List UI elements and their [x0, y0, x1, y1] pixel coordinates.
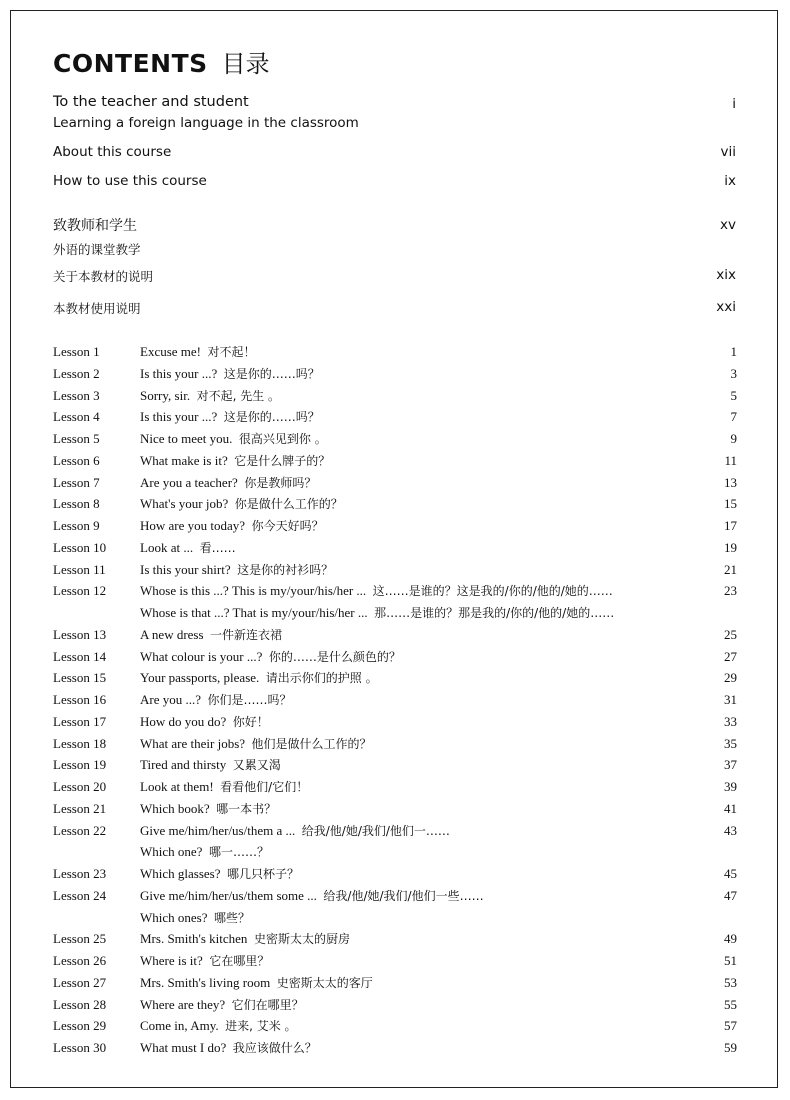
lesson-number: Lesson 2: [53, 365, 100, 381]
lesson-page: 43: [724, 822, 737, 838]
lesson-title: [140, 428, 327, 451]
lesson-title-english: Look at ...: [140, 539, 194, 555]
lesson-title-chinese: 哪一本书？: [216, 801, 277, 816]
lesson-row[interactable]: [53, 972, 737, 994]
lesson-title-chinese: 请出示你们的护照 。: [265, 671, 378, 686]
lesson-title-chinese: 哪一……？: [208, 845, 269, 860]
toc-entry-label: 致教师和学生: [53, 218, 137, 234]
lesson-row[interactable]: [53, 341, 737, 363]
lesson-row[interactable]: [53, 863, 737, 885]
lesson-title: [140, 580, 613, 603]
toc-entry-teacher-student[interactable]: [53, 94, 736, 131]
toc-entry-label: To the teacher and student: [53, 94, 249, 110]
lesson-title-chinese: 它们在哪里？: [231, 997, 304, 1012]
lesson-title-english: What colour is your ...?: [140, 648, 263, 664]
lesson-page: 27: [724, 648, 737, 664]
lesson-row[interactable]: [53, 428, 737, 450]
lesson-title-english: Come in, Amy.: [140, 1018, 219, 1034]
lesson-title-chinese: 看看他们/它们！: [220, 780, 309, 794]
lesson-number: Lesson 3: [53, 387, 100, 403]
lesson-row[interactable]: [53, 994, 737, 1016]
lesson-title: [140, 646, 401, 669]
lesson-number: Lesson 4: [53, 409, 100, 425]
toc-entry-page: xix: [716, 267, 736, 283]
lesson-title-english: Look at them!: [140, 779, 214, 794]
lesson-title-english: How do you do?: [140, 713, 227, 729]
lesson-title: [140, 493, 343, 516]
lesson-title-english: Which one?: [140, 844, 203, 860]
lesson-row[interactable]: [53, 559, 737, 581]
toc-entry-page: ix: [724, 173, 736, 189]
lesson-row[interactable]: [53, 450, 737, 472]
lesson-number: Lesson 23: [53, 866, 107, 881]
lesson-title-english: Sorry, sir.: [140, 387, 191, 403]
lesson-row[interactable]: [53, 667, 737, 689]
toc-entry-page: i: [732, 96, 736, 112]
lesson-title-chinese: 史密斯太太的客厅: [276, 975, 373, 990]
lesson-title: [140, 602, 614, 625]
lesson-page: 3: [730, 365, 737, 381]
lesson-title: [140, 450, 330, 473]
lesson-title-english: What are their jobs?: [140, 735, 246, 751]
lesson-title-chinese: 那……是谁的？那是我的/你的/他的/她的……: [374, 606, 615, 620]
lesson-title: [140, 1037, 317, 1060]
lesson-title-english: What's your job?: [140, 496, 229, 512]
lesson-title-english: Are you ...?: [140, 692, 202, 707]
lesson-title-english: Which book?: [140, 800, 210, 816]
lesson-page: 15: [724, 496, 737, 512]
lesson-page: 17: [724, 518, 737, 533]
lesson-page: 11: [724, 452, 737, 468]
toc-entry-zh-teacher-student[interactable]: [53, 215, 736, 258]
lesson-title: [140, 754, 281, 777]
lesson-title: [140, 363, 320, 386]
lesson-number: Lesson 13: [53, 626, 107, 642]
lesson-number: Lesson 22: [53, 822, 107, 838]
lesson-page: 35: [724, 735, 737, 751]
lesson-title-english: Nice to meet you.: [140, 431, 233, 446]
lesson-row[interactable]: [53, 928, 737, 950]
lesson-title: [140, 472, 316, 495]
lesson-title-chinese: 哪些？: [214, 910, 251, 925]
toc-entry-label: 本教材使用说明: [53, 301, 141, 316]
lesson-title: [140, 537, 236, 560]
lesson-row[interactable]: [53, 1037, 737, 1059]
toc-entry-label: 关于本教材的说明: [53, 269, 154, 284]
lesson-title-chinese: 你好！: [232, 714, 269, 729]
toc-entry-page: vii: [720, 144, 736, 160]
lesson-title: [140, 689, 292, 712]
page-title: [53, 44, 270, 84]
lesson-title-english: Excuse me!: [140, 344, 202, 359]
lesson-title-english: Mrs. Smith's kitchen: [140, 931, 248, 947]
title-english: CONTENTS: [53, 49, 208, 78]
lesson-row[interactable]: [53, 689, 737, 711]
title-chinese: 目录: [221, 50, 270, 78]
lesson-number: Lesson 9: [53, 518, 100, 533]
lesson-number: Lesson 19: [53, 757, 107, 773]
toc-entry-page: xv: [720, 217, 736, 233]
lesson-title-english: Is this your shirt?: [140, 561, 231, 577]
lesson-list: [53, 341, 737, 1059]
lesson-number: Lesson 21: [53, 800, 107, 816]
lesson-title-chinese: 哪几只杯子？: [227, 867, 300, 881]
lesson-title: [140, 515, 324, 538]
lesson-row[interactable]: [53, 385, 737, 407]
lesson-row[interactable]: [53, 624, 737, 646]
toc-entry-zh-about-course[interactable]: [53, 267, 736, 285]
lesson-title: [140, 798, 276, 821]
lesson-title-chinese: 看……: [199, 540, 236, 555]
lesson-title-chinese: 这……是谁的？这是我的/你的/他的/她的……: [372, 584, 613, 599]
lesson-title-english: Your passports, please.: [140, 670, 260, 686]
lesson-row[interactable]: [53, 733, 737, 755]
lesson-title-chinese: 给我/他/她/我们/他们一……: [301, 823, 450, 838]
toc-entry-page: xxi: [716, 299, 736, 315]
lesson-page: 57: [724, 1018, 737, 1034]
lesson-page: 29: [724, 670, 737, 686]
lesson-title: [140, 667, 378, 690]
toc-entry-subtitle: Learning a foreign language in the classroom: [53, 115, 359, 131]
lesson-title-english: Give me/him/her/us/them a ...: [140, 822, 296, 838]
lesson-page: 39: [724, 779, 737, 794]
lesson-page: 19: [724, 539, 737, 555]
lesson-title-english: Where is it?: [140, 953, 203, 968]
lesson-title: [140, 711, 269, 734]
lesson-row[interactable]: [53, 472, 737, 494]
lesson-number: Lesson 27: [53, 974, 107, 990]
lesson-page: 25: [724, 626, 737, 642]
lesson-title: [140, 994, 304, 1017]
lesson-title-english: Whose is that ...? That is my/your/his/her ...: [140, 605, 368, 620]
lesson-page: 47: [724, 887, 737, 903]
lesson-row[interactable]: [53, 776, 737, 798]
lesson-page: 59: [724, 1040, 737, 1055]
lesson-number: Lesson 16: [53, 692, 107, 707]
lesson-number: Lesson 6: [53, 452, 100, 468]
lesson-title: [140, 733, 372, 756]
lesson-title-chinese: 对不起, 先生 。: [196, 388, 281, 403]
lesson-row-continuation[interactable]: [53, 602, 737, 624]
lesson-title-english: Where are they?: [140, 996, 226, 1012]
lesson-title-english: Is this your ...?: [140, 365, 218, 381]
lesson-page: 45: [724, 866, 737, 881]
lesson-row[interactable]: [53, 820, 737, 842]
lesson-title-chinese: 这是你的……吗？: [223, 410, 320, 425]
lesson-number: Lesson 29: [53, 1018, 107, 1034]
lesson-title: [140, 928, 350, 951]
lesson-row[interactable]: [53, 537, 737, 559]
lesson-title-chinese: 又累又渴: [232, 758, 281, 773]
lesson-row[interactable]: [53, 363, 737, 385]
lesson-page: 13: [724, 474, 737, 490]
lesson-row[interactable]: [53, 515, 737, 537]
lesson-title-chinese: 你是教师吗？: [244, 475, 317, 490]
lesson-title-english: A new dress: [140, 626, 204, 642]
lesson-title: [140, 820, 450, 843]
lesson-number: Lesson 20: [53, 779, 107, 794]
lesson-number: Lesson 24: [53, 887, 107, 903]
lesson-title: [140, 341, 256, 364]
lesson-title: [140, 907, 250, 930]
lesson-row[interactable]: [53, 580, 737, 602]
lesson-page: 31: [724, 692, 737, 707]
lesson-title-chinese: 他们是做什么工作的？: [251, 736, 372, 751]
lesson-page: 33: [724, 713, 737, 729]
lesson-number: Lesson 15: [53, 670, 107, 686]
lesson-number: Lesson 8: [53, 496, 100, 512]
lesson-number: Lesson 30: [53, 1040, 107, 1055]
lesson-page: 49: [724, 931, 737, 947]
lesson-row[interactable]: [53, 798, 737, 820]
lesson-title-chinese: 你今天好吗？: [251, 519, 324, 533]
lesson-title: [140, 624, 282, 647]
lesson-title-chinese: 史密斯太太的厨房: [253, 932, 350, 947]
lesson-title: [140, 385, 280, 408]
lesson-row[interactable]: [53, 646, 737, 668]
lesson-title: [140, 1015, 297, 1038]
lesson-title: [140, 972, 373, 995]
lesson-title: [140, 559, 333, 582]
lesson-row[interactable]: [53, 406, 737, 428]
lesson-number: Lesson 1: [53, 344, 100, 359]
lesson-title-chinese: 它是什么牌子的？: [234, 453, 331, 468]
lesson-row[interactable]: [53, 754, 737, 776]
lesson-title-english: What must I do?: [140, 1040, 227, 1055]
lesson-number: Lesson 18: [53, 735, 107, 751]
lesson-title-chinese: 对不起！: [207, 345, 256, 359]
lesson-title-english: Are you a teacher?: [140, 474, 238, 490]
lesson-row[interactable]: [53, 711, 737, 733]
lesson-title-chinese: 给我/他/她/我们/他们一些……: [323, 888, 484, 903]
lesson-page: 23: [724, 583, 737, 599]
lesson-row[interactable]: [53, 885, 737, 907]
lesson-title-english: Is this your ...?: [140, 409, 218, 425]
lesson-title-english: Give me/him/her/us/them some ...: [140, 887, 317, 903]
toc-entry-how-to-use[interactable]: [53, 173, 736, 189]
lesson-number: Lesson 25: [53, 931, 107, 947]
toc-entry-zh-how-to-use[interactable]: [53, 299, 736, 317]
lesson-number: Lesson 26: [53, 953, 107, 968]
lesson-page: 7: [730, 409, 737, 425]
lesson-number: Lesson 10: [53, 539, 107, 555]
lesson-row-continuation[interactable]: [53, 841, 737, 863]
lesson-row[interactable]: [53, 493, 737, 515]
lesson-title-english: Whose is this ...? This is my/your/his/her ...: [140, 583, 367, 599]
lesson-title-chinese: 一件新连衣裙: [210, 627, 283, 642]
lesson-title-chinese: 你的……是什么颜色的？: [268, 649, 401, 664]
lesson-title-english: Mrs. Smith's living room: [140, 974, 271, 990]
lesson-title-chinese: 这是你的……吗？: [223, 366, 320, 381]
lesson-page: 1: [730, 344, 737, 359]
lesson-page: 53: [724, 974, 737, 990]
lesson-page: 21: [724, 561, 737, 577]
lesson-title: [140, 863, 299, 886]
lesson-title-english: Which glasses?: [140, 866, 221, 881]
lesson-title-chinese: 你们是……吗？: [207, 693, 292, 707]
lesson-title-chinese: 这是你的衬衫吗？: [237, 562, 334, 577]
toc-entry-label: How to use this course: [53, 173, 207, 189]
lesson-number: Lesson 11: [53, 561, 106, 577]
lesson-title-english: How are you today?: [140, 518, 246, 533]
lesson-number: Lesson 14: [53, 648, 107, 664]
lesson-title: [140, 406, 320, 429]
lesson-page: 51: [724, 953, 737, 968]
lesson-row[interactable]: [53, 1015, 737, 1037]
lesson-number: Lesson 7: [53, 474, 100, 490]
lesson-number: Lesson 12: [53, 583, 107, 599]
lesson-title: [140, 885, 484, 908]
lesson-title-english: Tired and thirsty: [140, 757, 227, 773]
lesson-title-english: What make is it?: [140, 452, 228, 468]
lesson-title-chinese: 很高兴见到你 。: [238, 432, 327, 446]
lesson-page: 55: [724, 996, 737, 1012]
lesson-title: [140, 841, 269, 864]
lesson-number: Lesson 17: [53, 713, 107, 729]
lesson-title-chinese: 你是做什么工作的？: [234, 497, 343, 512]
toc-entry-label: About this course: [53, 144, 172, 160]
lesson-row[interactable]: [53, 950, 737, 972]
lesson-number: Lesson 5: [53, 431, 100, 446]
lesson-page: 41: [724, 800, 737, 816]
toc-entry-subtitle: 外语的课堂教学: [53, 242, 141, 257]
toc-entry-about-course[interactable]: [53, 144, 736, 160]
lesson-page: 37: [724, 757, 737, 773]
lesson-title-english: Which ones?: [140, 909, 208, 925]
lesson-title: [140, 950, 269, 973]
lesson-number: Lesson 28: [53, 996, 107, 1012]
lesson-title-chinese: 进来, 艾米 。: [225, 1019, 297, 1034]
lesson-title-chinese: 我应该做什么？: [232, 1041, 317, 1055]
lesson-title: [140, 776, 308, 799]
lesson-page: 9: [730, 431, 737, 446]
lesson-title-chinese: 它在哪里？: [209, 954, 270, 968]
lesson-row-continuation[interactable]: [53, 907, 737, 929]
lesson-page: 5: [730, 387, 737, 403]
